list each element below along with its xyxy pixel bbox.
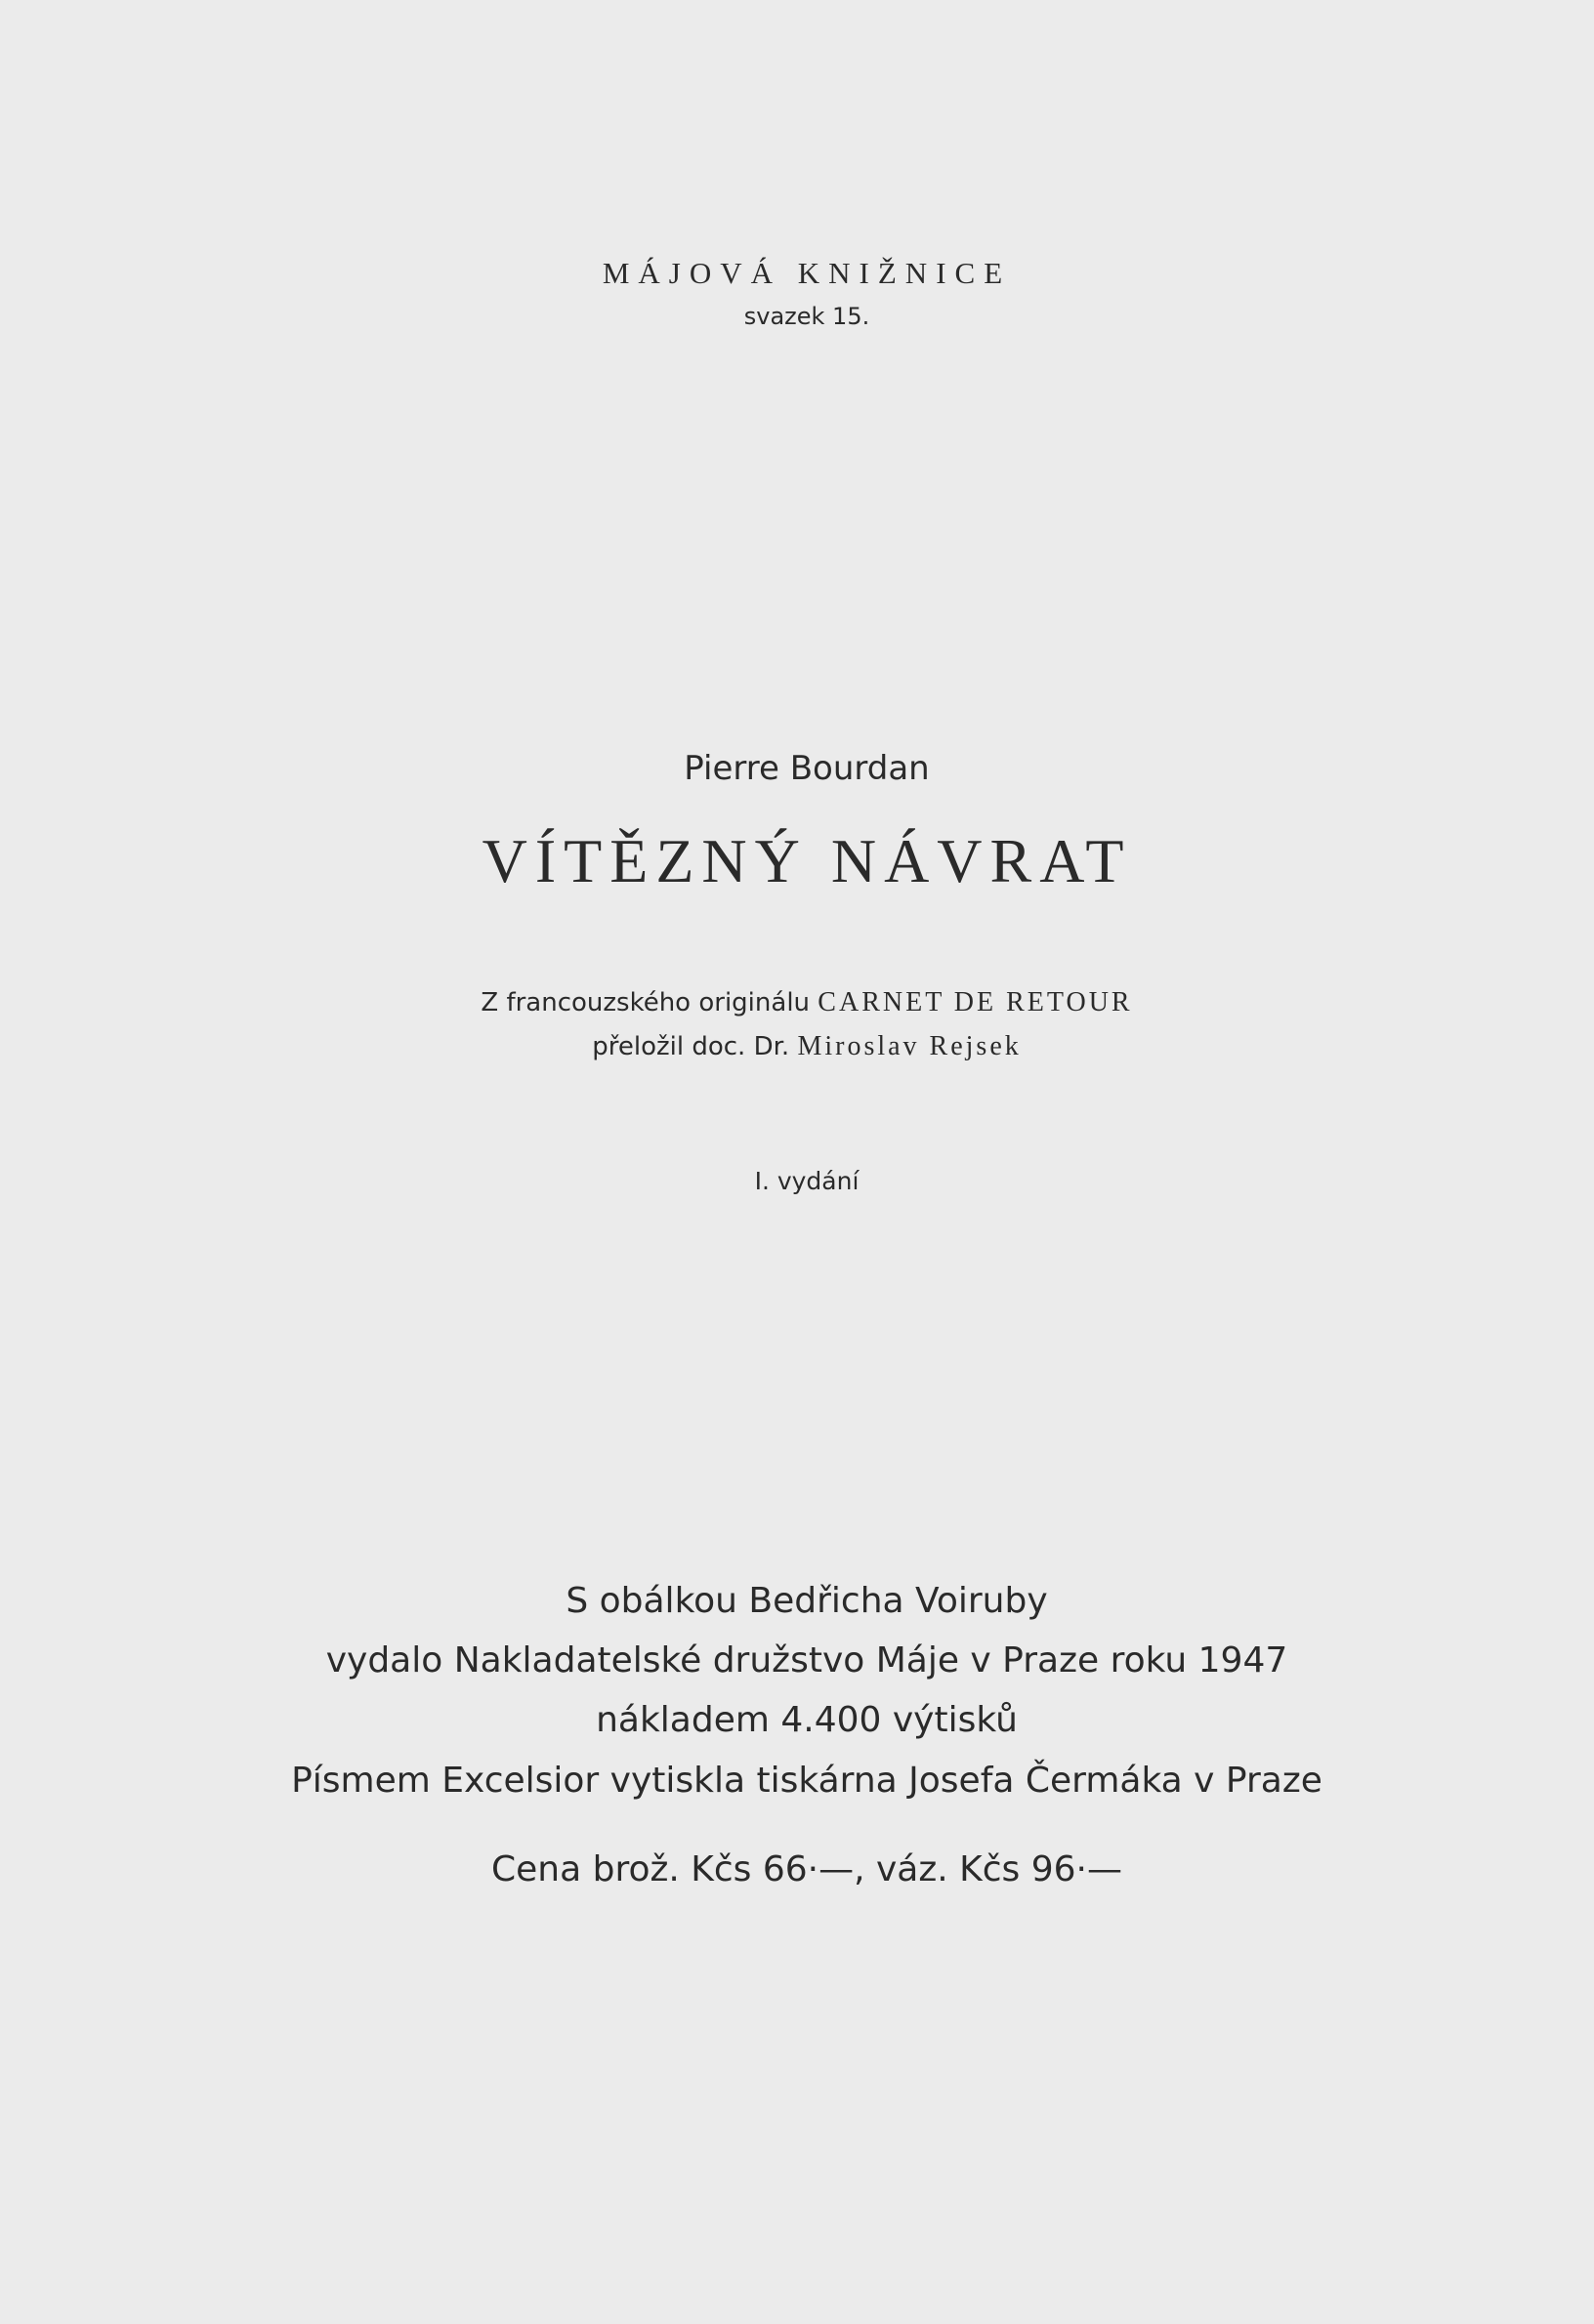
imprint-publisher: vydalo Nakladatelské družstvo Máje v Praze roku 1947 <box>325 1640 1288 1681</box>
translator-name: Miroslav Rejsek <box>797 1031 1022 1061</box>
imprint-price: Cena brož. Kčs 66·—, váz. Kčs 96·— <box>490 1849 1122 1889</box>
author-name: Pierre Bourdan <box>684 749 930 788</box>
edition: I. vydání <box>754 1167 860 1195</box>
original-title-prefix: Z francouzského originálu <box>481 988 811 1017</box>
translator-prefix: přeložil doc. Dr. <box>592 1032 790 1061</box>
original-title: CARNET DE RETOUR <box>818 987 1133 1017</box>
imprint-printer: Písmem Excelsior vytiskla tiskárna Josefa Čermáka v Praze <box>291 1761 1322 1801</box>
series-title: MÁJOVÁ KNIŽNICE <box>602 256 1012 290</box>
series-volume: svazek 15. <box>743 303 870 330</box>
imprint-cover: S obálkou Bedřicha Voiruby <box>566 1581 1048 1621</box>
book-title: VÍTĚZNÝ NÁVRAT <box>482 826 1132 895</box>
original-title-line <box>10 989 1594 1017</box>
imprint-print-run: nákladem 4.400 výtisků <box>596 1700 1018 1740</box>
translator-line <box>10 1033 1594 1060</box>
